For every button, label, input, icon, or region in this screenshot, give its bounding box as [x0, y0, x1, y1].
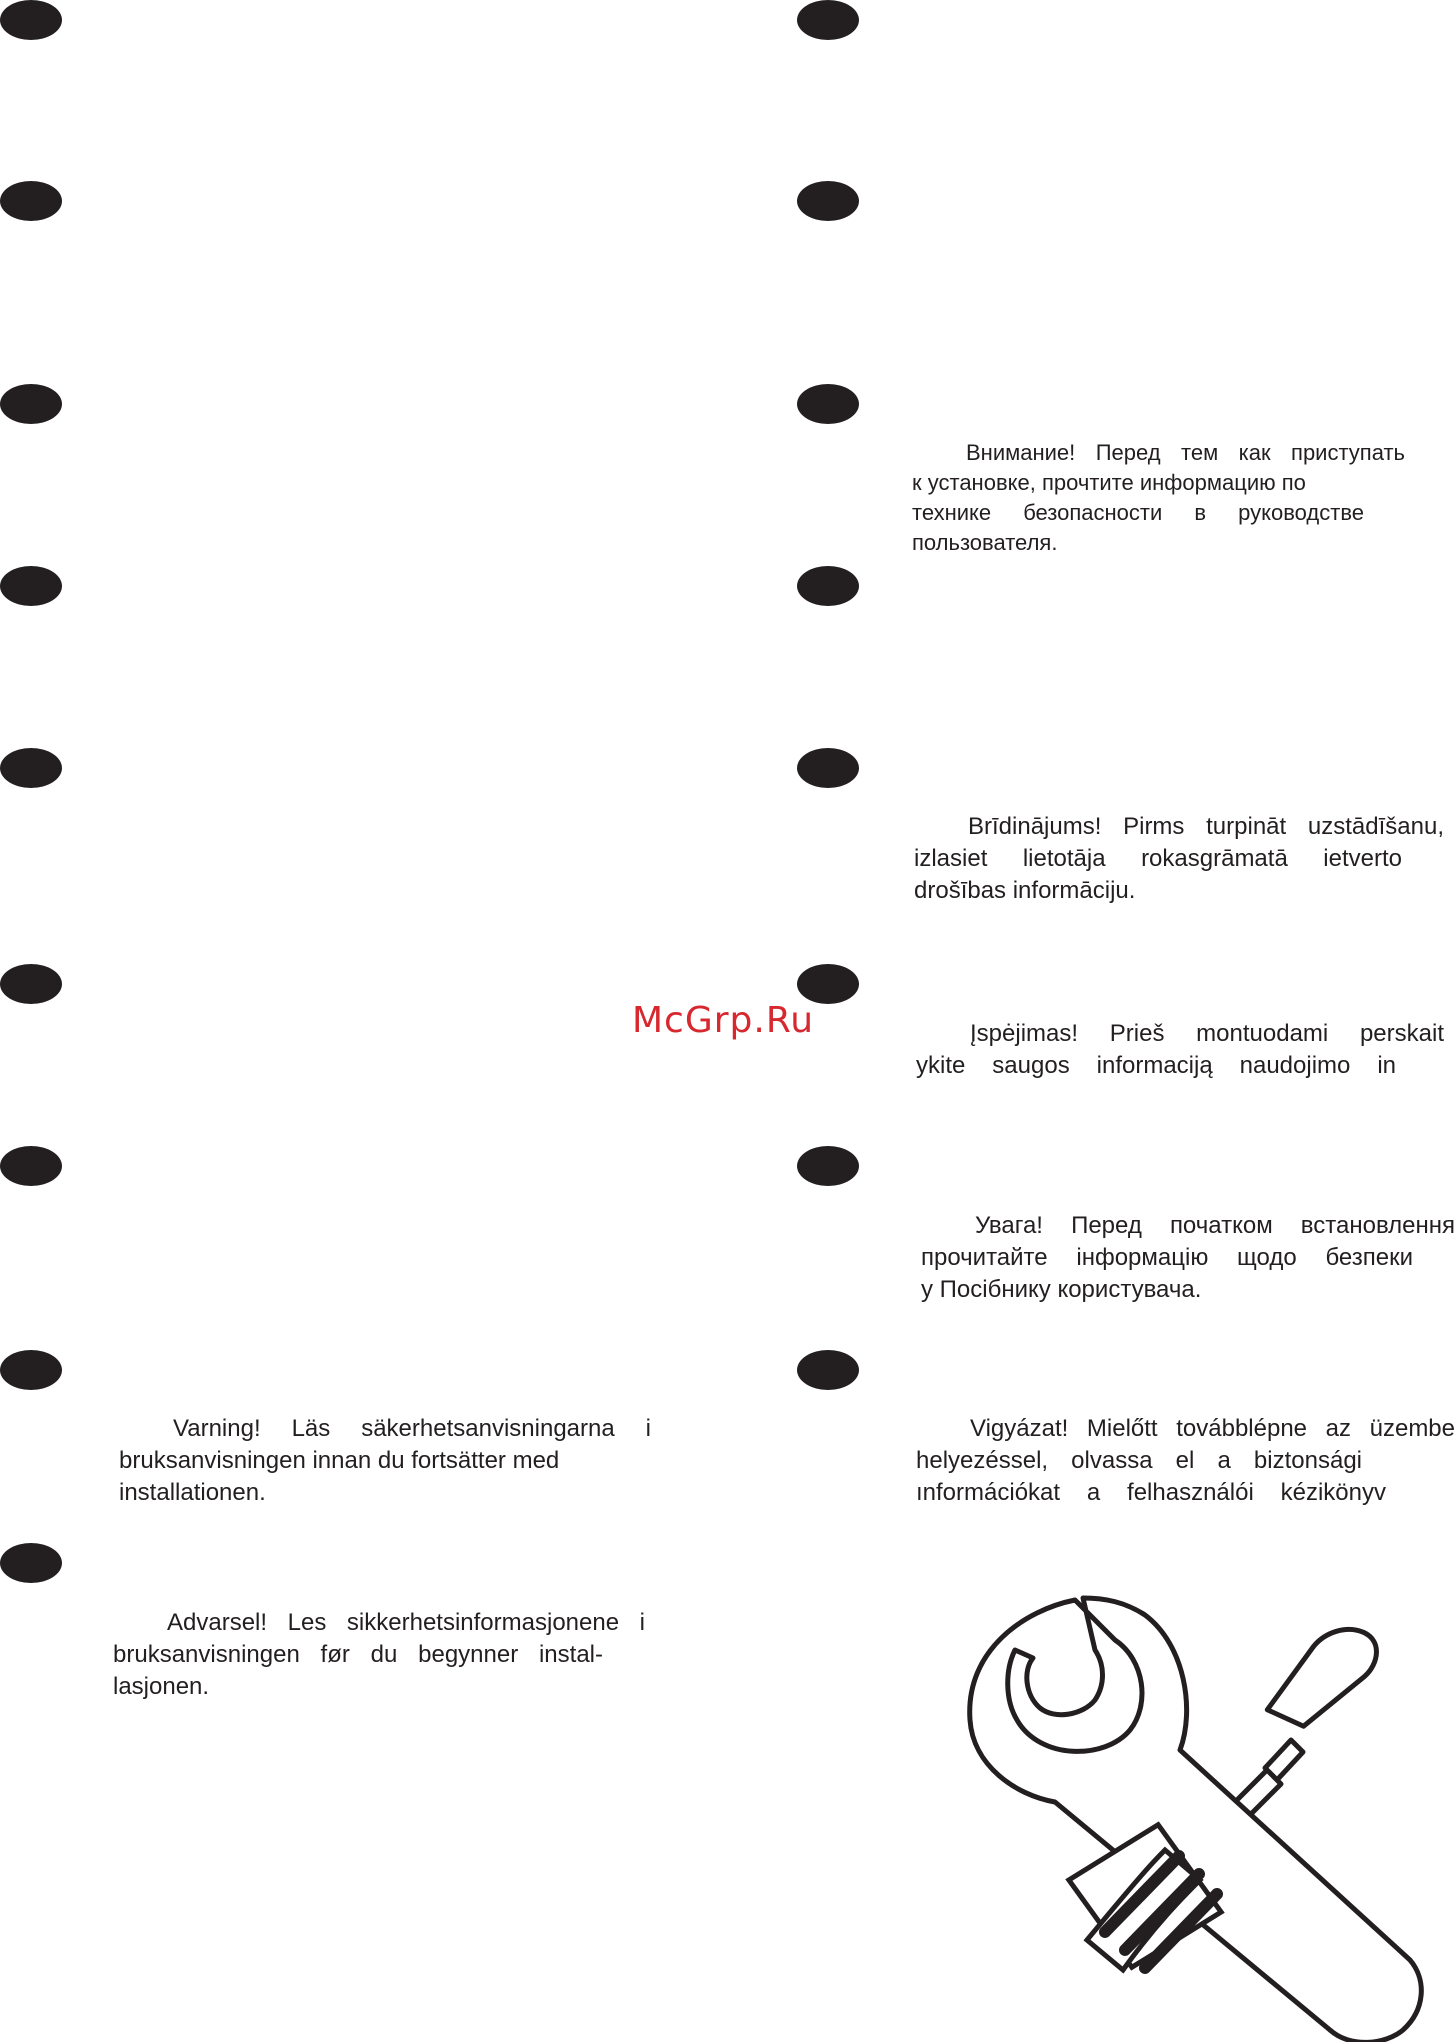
language-marker-icon — [797, 566, 859, 606]
language-marker-icon — [797, 0, 859, 40]
warning-text-hu — [916, 1413, 1455, 1509]
warning-text-uk — [921, 1210, 1455, 1306]
warning-line: Brīdinājums! Pirms turpināt uzstādīšanu, — [968, 813, 1444, 840]
language-marker-icon — [797, 964, 859, 1004]
warning-text-lv — [914, 811, 1444, 907]
language-marker-icon — [797, 748, 859, 788]
warning-line: к установке, прочтите информацию по — [912, 470, 1306, 495]
warning-text-sv — [119, 1413, 651, 1509]
language-marker-icon — [0, 1350, 62, 1390]
language-marker-icon — [797, 384, 859, 424]
language-marker-icon — [0, 1543, 62, 1583]
warning-line: installationen. — [119, 1479, 266, 1506]
warning-line: пользователя. — [912, 530, 1058, 555]
language-marker-icon — [797, 181, 859, 221]
warning-line: bruksanvisningen innan du fortsätter med — [119, 1447, 560, 1474]
language-marker-icon — [0, 566, 62, 606]
warning-line: Vigyázat! Mielőtt továbblépne az üzembe — [970, 1415, 1455, 1442]
warning-line: Увага! Перед початком встановлення — [975, 1212, 1455, 1239]
wrench-screwdriver-icon — [955, 1590, 1455, 2042]
warning-text-no — [113, 1607, 645, 1703]
warning-line: izlasiet lietotāja rokasgrāmatā ietverto — [914, 845, 1402, 872]
language-marker-icon — [797, 1146, 859, 1186]
warning-line: bruksanvisningen før du begynner instal- — [113, 1641, 603, 1668]
watermark: McGrp.Ru — [632, 1000, 815, 1041]
warning-line: Įspėjimas! Prieš montuodami perskait — [970, 1020, 1444, 1047]
warning-line: технике безопасности в руководстве — [912, 500, 1364, 525]
language-marker-icon — [0, 964, 62, 1004]
warning-text-ru — [912, 438, 1405, 558]
language-marker-icon — [797, 1350, 859, 1390]
warning-line: Advarsel! Les sikkerhetsinformasjonene i — [167, 1609, 645, 1636]
warning-line: у Посібнику користувача. — [921, 1276, 1202, 1303]
warning-line: drošības informāciju. — [914, 877, 1136, 904]
warning-line: Varning! Läs säkerhetsanvisningarna i — [173, 1415, 651, 1442]
language-marker-icon — [0, 181, 62, 221]
warning-line: Внимание! Перед тем как приступать — [966, 440, 1405, 465]
warning-line: ınformációkat a felhasználói kézikönyv — [916, 1479, 1386, 1506]
warning-line: helyezéssel, olvassa el a biztonsági — [916, 1447, 1362, 1474]
language-marker-icon — [0, 384, 62, 424]
language-marker-icon — [0, 748, 62, 788]
warning-text-lt — [916, 1018, 1444, 1082]
warning-line: lasjonen. — [113, 1673, 210, 1700]
warning-line: прочитайте інформацію щодо безпеки — [921, 1244, 1413, 1271]
language-marker-icon — [0, 0, 62, 40]
language-marker-icon — [0, 1146, 62, 1186]
warning-line: ykite saugos informaciją naudojimo in — [916, 1052, 1396, 1079]
